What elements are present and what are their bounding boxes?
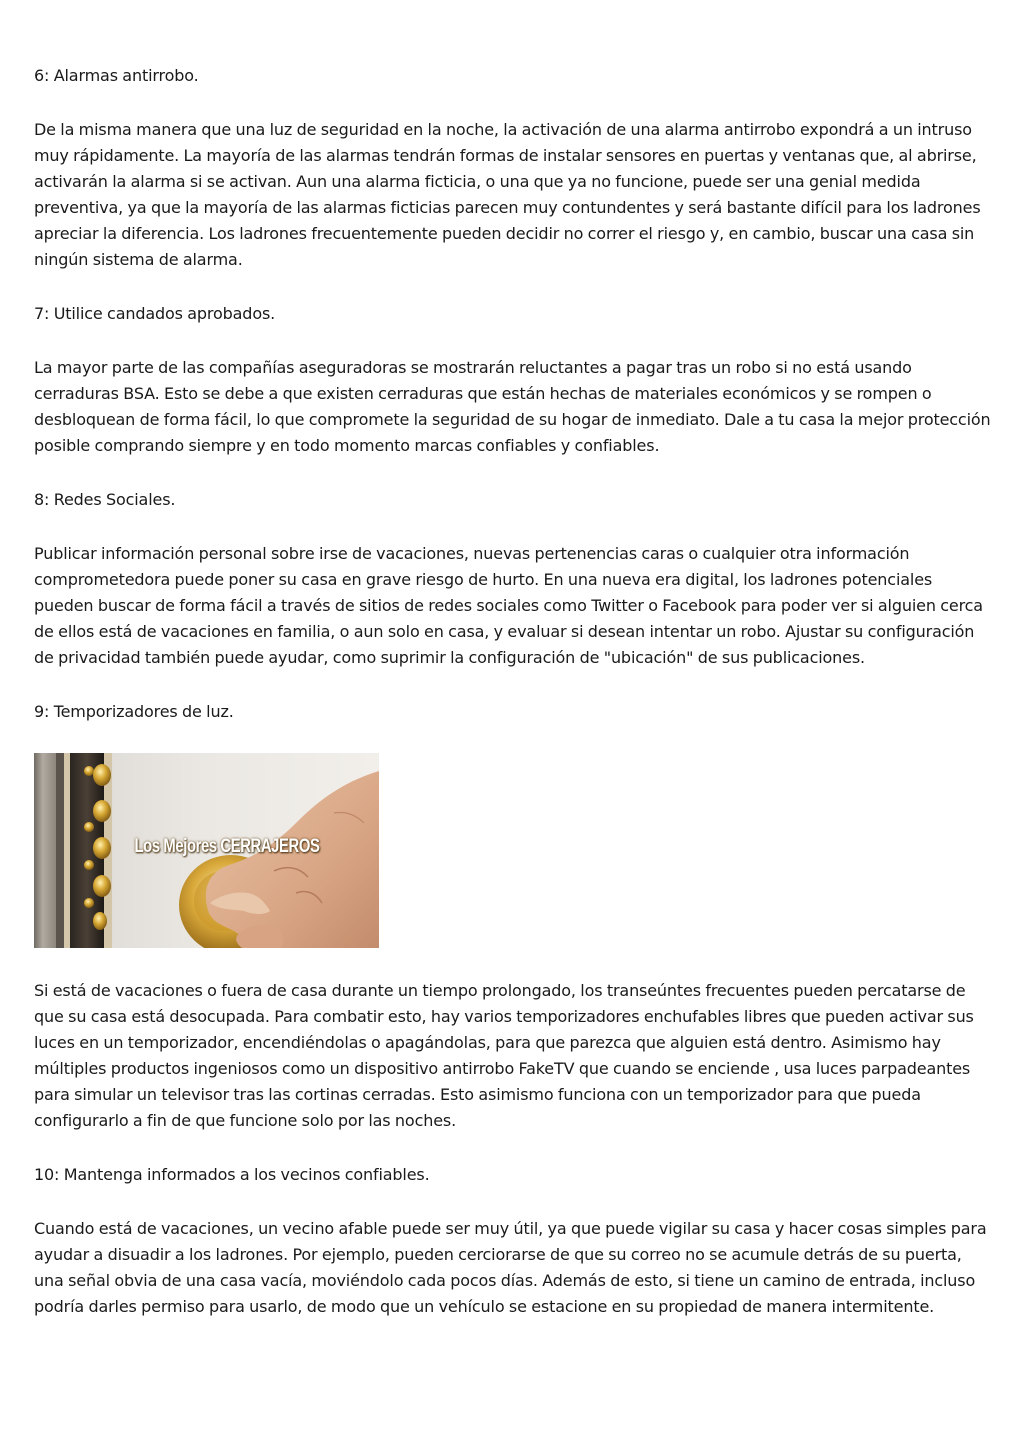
section-body-alarms: De la misma manera que una luz de seguridad en la noche, la activación de una alarma antirrobo expondrá a un intruso muy rápidamente. La mayoría de las alarmas tendrán formas de instalar sensores en puertas y ventanas que, al abrirse, activarán la alarma si se activan. Aun una alarma ficticia, o una que ya no funcione, puede ser una genial medida preventiva, ya que la mayoría de las alarmas ficticias parecen muy contundentes y será bastante difícil para los ladrones apreciar la diferencia. Los ladrones frecuentemente pueden decidir no correr el riesgo y, en cambio, buscar una casa sin ningún sistema de alarma.	[34, 120, 981, 269]
image-caption: Los Mejores CERRAJEROS	[134, 836, 320, 857]
document-page	[34, 63, 994, 1348]
section-body-light-timers: Si está de vacaciones o fuera de casa durante un tiempo prolongado, los transeúntes frecuentes pueden percatarse de que su casa está desocupada. Para combatir esto, hay varios temporizadores enchufables libres que pueden activar sus luces en un temporizador, encendiéndolas o apagándolas, para que parezca que alguien está dentro. Asimismo hay múltiples productos ingeniosos como un dispositivo antirrobo FakeTV que cuando se enciende , usa luces parpadeantes para simular un televisor tras las cortinas cerradas. Esto asimismo funciona con un temporizador para que pueda configurarlo a fin de que funcione solo por las noches.	[34, 981, 974, 1130]
section-heading-social: 8: Redes Sociales.	[34, 490, 176, 509]
section-heading-neighbors: 10: Mantenga informados a los vecinos confiables.	[34, 1165, 430, 1184]
section-body-social: Publicar información personal sobre irse de vacaciones, nuevas pertenencias caras o cualquier otra información comprometedora puede poner su casa en grave riesgo de hurto. En una nueva era digital, los ladrones potenciales pueden buscar de forma fácil a través de sitios de redes sociales como Twitter o Facebook para poder ver si alguien cerca de ellos está de vacaciones en familia, o aun solo en casa, y evaluar si desean intentar un robo. Ajustar su configuración de privacidad también puede ayudar, como suprimir la configuración de "ubicación" de sus publicaciones.	[34, 544, 983, 667]
locksmith-image	[34, 753, 379, 948]
section-body-locks: La mayor parte de las compañías aseguradoras se mostrarán reluctantes a pagar tras un robo si no está usando cerraduras BSA. Esto se debe a que existen cerraduras que están hechas de materiales económicos y se rompen o desbloquean de forma fácil, lo que compromete la seguridad de su hogar de inmediato. Dale a tu casa la mejor protección posible comprando siempre y en todo momento marcas confiables y confiables.	[34, 358, 991, 455]
section-heading-locks: 7: Utilice candados aprobados.	[34, 304, 276, 323]
section-heading-light-timers: 9: Temporizadores de luz.	[34, 702, 234, 721]
section-heading-alarms: 6: Alarmas antirrobo.	[34, 66, 199, 85]
section-body-neighbors: Cuando está de vacaciones, un vecino afable puede ser muy útil, ya que puede vigilar su casa y hacer cosas simples para ayudar a disuadir a los ladrones. Por ejemplo, pueden cerciorarse de que su correo no se acumule detrás de su puerta, una señal obvia de una casa vacía, moviéndolo cada pocos días. Además de esto, si tiene un camino de entrada, incluso podría darles permiso para usarlo, de modo que un vehículo se estacione en su propiedad de manera intermitente.	[34, 1219, 987, 1316]
